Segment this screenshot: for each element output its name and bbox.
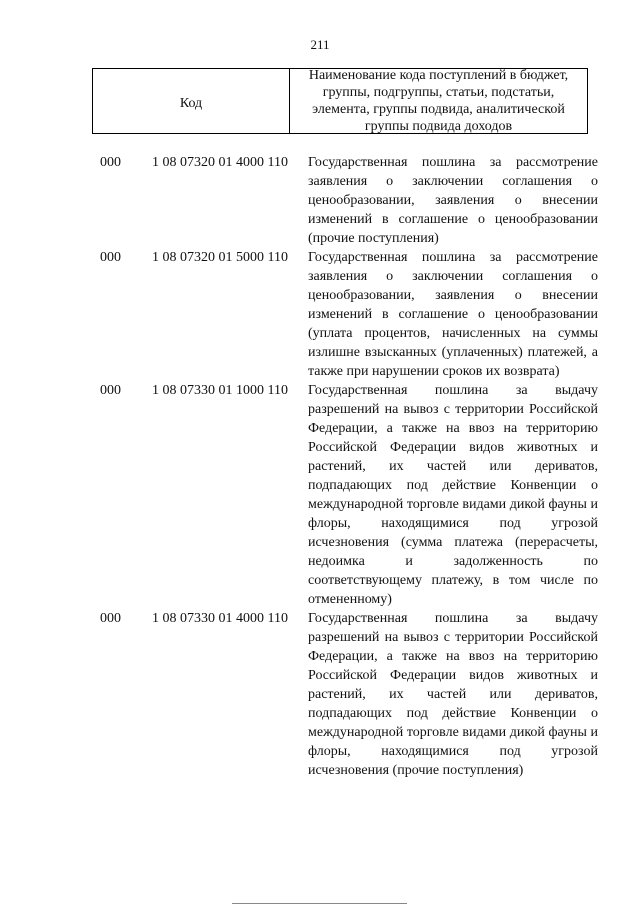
code-column-header: Код — [93, 69, 290, 133]
name-column-header: Наименование кода поступлений в бюджет, группы, подгруппы, статьи, подстатьи, элемента, группы подвида, аналитической группы подвида доходов — [308, 68, 569, 134]
admin-code: 000 — [100, 250, 121, 265]
income-name: Государственная пошлина за рассмотрение заявления о заключении соглашения о ценообразовании, заявления о внесении изменений в соглашение о ценообразовании (прочие поступления) — [308, 155, 598, 246]
income-code: 1 08 07320 01 4000 110 — [152, 155, 288, 170]
admin-code: 000 — [100, 155, 121, 170]
income-name: Государственная пошлина за выдачу разрешений на вывоз с территории Российской Федерации, а также на ввоз на территорию Российской Федерации видов животных и растений, их частей или дериватов, подпадающих под действие Конвенции о международной торговле видами дикой фауны и флоры, находящимися под угрозой исчезновения (прочие поступления) — [308, 611, 598, 778]
table-row — [0, 609, 640, 780]
table-row — [0, 153, 640, 248]
income-name: Государственная пошлина за рассмотрение заявления о заключении соглашения о ценообразовании, заявления о внесении изменений в соглашение о ценообразовании (уплата процентов, начисленных на суммы излишне взысканных (уплаченных) платежей, а также при нарушении сроков их возврата) — [308, 250, 598, 379]
income-code-list — [0, 153, 640, 780]
table-header — [92, 68, 588, 134]
income-code: 1 08 07330 01 1000 110 — [152, 383, 288, 398]
admin-code: 000 — [100, 383, 121, 398]
table-row — [0, 248, 640, 381]
page-number: 211 — [310, 37, 330, 52]
admin-code: 000 — [100, 611, 121, 626]
income-code: 1 08 07330 01 4000 110 — [152, 611, 288, 626]
income-name: Государственная пошлина за выдачу разрешений на вывоз с территории Российской Федерации, а также на ввоз на территорию Российской Федерации видов животных и растений, их частей или дериватов, подпадающих под действие Конвенции о международной торговле видами дикой фауны и флоры, находящимися под угрозой исчезновения (сумма платежа (перерасчеты, недоимка и задолженность по соответствующему платежу, в том числе по отмененному) — [308, 383, 598, 607]
table-row — [0, 381, 640, 609]
scan-edge-divider — [232, 903, 407, 904]
income-code: 1 08 07320 01 5000 110 — [152, 250, 288, 265]
